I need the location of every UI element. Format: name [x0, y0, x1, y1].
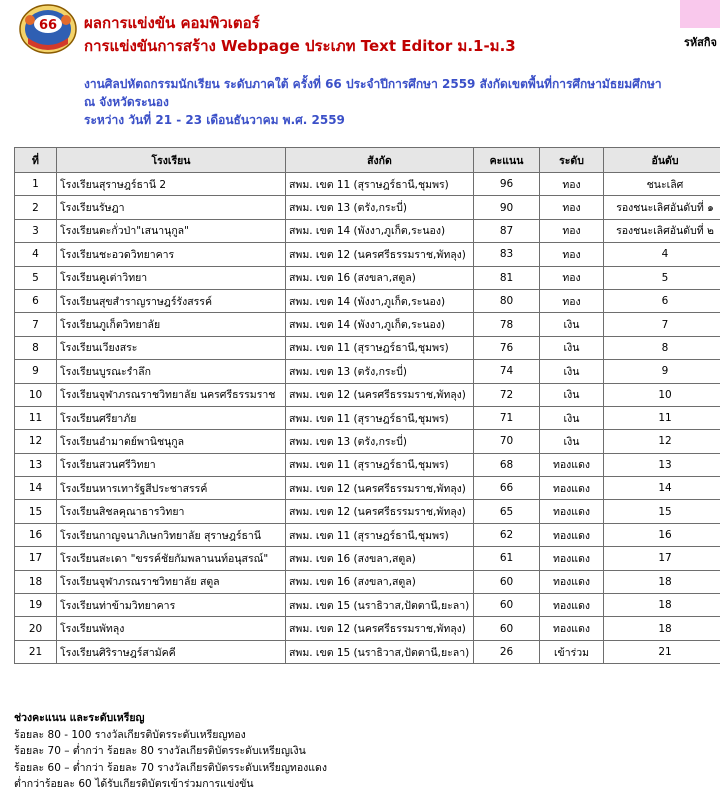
cell-school: โรงเรียนอำมาตย์พานิชนุกูล	[57, 430, 286, 453]
legend-title: ช่วงคะแนน และระดับเหรียญ	[14, 712, 145, 724]
table-row	[15, 219, 720, 242]
cell-affiliation: สพม. เขต 15 (นราธิวาส,ปัตตานี,ยะลา)	[286, 594, 474, 617]
cell-school: โรงเรียนคูเต่าวิทยา	[57, 266, 286, 289]
cell-affiliation: สพม. เขต 14 (พังงา,ภูเก็ต,ระนอง)	[286, 289, 474, 312]
cell-level: ทอง	[540, 196, 604, 219]
cell-no: 5	[15, 266, 57, 289]
table-row	[15, 383, 720, 406]
cell-affiliation: สพม. เขต 15 (นราธิวาส,ปัตตานี,ยะลา)	[286, 640, 474, 663]
cell-rank: 6	[604, 289, 720, 312]
cell-score: 90	[474, 196, 540, 219]
cell-score: 70	[474, 430, 540, 453]
cell-rank: 7	[604, 313, 720, 336]
cell-school: โรงเรียนจุฬาภรณราชวิทยาลัย สตูล	[57, 570, 286, 593]
cell-no: 20	[15, 617, 57, 640]
cell-no: 17	[15, 547, 57, 570]
table-row	[15, 617, 720, 640]
cell-rank: 9	[604, 360, 720, 383]
table-row	[15, 266, 720, 289]
cell-no: 11	[15, 406, 57, 429]
cell-affiliation: สพม. เขต 13 (ตรัง,กระบี่)	[286, 196, 474, 219]
legend-line-participation: ต่ำกว่าร้อยละ 60 ได้รับเกียรติบัตรเข้าร่วมการแข่งขัน	[14, 778, 254, 790]
cell-rank: รองชนะเลิศอันดับที่ ๒	[604, 219, 720, 242]
cell-rank: 12	[604, 430, 720, 453]
cell-affiliation: สพม. เขต 11 (สุราษฎร์ธานี,ชุมพร)	[286, 173, 474, 196]
cell-no: 18	[15, 570, 57, 593]
cell-level: ทองแดง	[540, 477, 604, 500]
col-header-affiliation: สังกัด	[286, 148, 474, 173]
cell-level: ทอง	[540, 266, 604, 289]
cell-score: 81	[474, 266, 540, 289]
cell-rank: 18	[604, 570, 720, 593]
table-row	[15, 430, 720, 453]
table-row	[15, 523, 720, 546]
event-line-2: ณ จังหวัดระนอง	[84, 95, 169, 109]
cell-affiliation: สพม. เขต 12 (นครศรีธรรมราช,พัทลุง)	[286, 243, 474, 266]
cell-level: เงิน	[540, 360, 604, 383]
cell-no: 14	[15, 477, 57, 500]
cell-level: ทองแดง	[540, 500, 604, 523]
cell-score: 83	[474, 243, 540, 266]
cell-level: เงิน	[540, 430, 604, 453]
cell-school: โรงเรียนภูเก็ตวิทยาลัย	[57, 313, 286, 336]
cell-no: 7	[15, 313, 57, 336]
cell-level: ทอง	[540, 243, 604, 266]
cell-rank: 17	[604, 547, 720, 570]
cell-affiliation: สพม. เขต 11 (สุราษฎร์ธานี,ชุมพร)	[286, 336, 474, 359]
cell-rank: รองชนะเลิศอันดับที่ ๑	[604, 196, 720, 219]
cell-affiliation: สพม. เขต 12 (นครศรีธรรมราช,พัทลุง)	[286, 477, 474, 500]
results-table	[14, 147, 720, 664]
logo-number: 66	[38, 18, 58, 33]
table-header-row	[15, 148, 720, 173]
cell-score: 60	[474, 594, 540, 617]
competition-title: การแข่งขันการสร้าง Webpage ประเภท Text Editor ม.1-ม.3	[84, 37, 516, 55]
cell-score: 87	[474, 219, 540, 242]
cell-school: โรงเรียนรัษฎา	[57, 196, 286, 219]
cell-affiliation: สพม. เขต 12 (นครศรีธรรมราช,พัทลุง)	[286, 500, 474, 523]
cell-no: 4	[15, 243, 57, 266]
cell-score: 76	[474, 336, 540, 359]
cell-school: โรงเรียนพัทลุง	[57, 617, 286, 640]
cell-school: โรงเรียนสวนศรีวิทยา	[57, 453, 286, 476]
table-row	[15, 336, 720, 359]
cell-rank: 21	[604, 640, 720, 663]
cell-level: เงิน	[540, 406, 604, 429]
cell-no: 21	[15, 640, 57, 663]
cell-affiliation: สพม. เขต 12 (นครศรีธรรมราช,พัทลุง)	[286, 383, 474, 406]
table-row	[15, 547, 720, 570]
cell-score: 96	[474, 173, 540, 196]
cell-school: โรงเรียนบูรณะรำลึก	[57, 360, 286, 383]
cell-affiliation: สพม. เขต 13 (ตรัง,กระบี่)	[286, 430, 474, 453]
cell-rank: ชนะเลิศ	[604, 173, 720, 196]
cell-school: โรงเรียนตะกั่วป่า"เสนานุกูล"	[57, 219, 286, 242]
cell-score: 68	[474, 453, 540, 476]
cell-rank: 14	[604, 477, 720, 500]
cell-affiliation: สพม. เขต 11 (สุราษฎร์ธานี,ชุมพร)	[286, 453, 474, 476]
code-label: รหัสกิจ	[684, 36, 717, 49]
table-row	[15, 477, 720, 500]
event-line-1: งานศิลปหัตถกรรมนักเรียน ระดับภาคใต้ ครั้งที่ 66 ประจำปีการศึกษา 2559 สังกัดเขตพื้นที่การศึกษามัธยมศึกษา	[84, 77, 662, 91]
event-logo	[18, 2, 78, 54]
cell-level: เข้าร่วม	[540, 640, 604, 663]
cell-score: 72	[474, 383, 540, 406]
cell-level: ทองแดง	[540, 570, 604, 593]
cell-school: โรงเรียนชะอวดวิทยาคาร	[57, 243, 286, 266]
cell-school: โรงเรียนหารเทารัฐสีประชาสรรค์	[57, 477, 286, 500]
cell-school: โรงเรียนเวียงสระ	[57, 336, 286, 359]
table-row	[15, 196, 720, 219]
cell-rank: 18	[604, 594, 720, 617]
cell-rank: 11	[604, 406, 720, 429]
cell-level: ทอง	[540, 173, 604, 196]
table-row	[15, 570, 720, 593]
cell-no: 3	[15, 219, 57, 242]
cell-score: 65	[474, 500, 540, 523]
cell-no: 12	[15, 430, 57, 453]
table-row	[15, 313, 720, 336]
cell-rank: 13	[604, 453, 720, 476]
cell-affiliation: สพม. เขต 11 (สุราษฎร์ธานี,ชุมพร)	[286, 523, 474, 546]
cell-rank: 18	[604, 617, 720, 640]
cell-school: โรงเรียนกาญจนาภิเษกวิทยาลัย สุราษฎร์ธานี	[57, 523, 286, 546]
cell-level: ทองแดง	[540, 617, 604, 640]
table-row	[15, 500, 720, 523]
table-row	[15, 594, 720, 617]
event-line-3: ระหว่าง วันที่ 21 - 23 เดือนธันวาคม พ.ศ. 2559	[84, 113, 345, 127]
cell-school: โรงเรียนท่าข้ามวิทยาคาร	[57, 594, 286, 617]
cell-school: โรงเรียนสิชลคุณาธารวิทยา	[57, 500, 286, 523]
cell-no: 6	[15, 289, 57, 312]
legend-line-bronze: ร้อยละ 60 – ต่ำกว่า ร้อยละ 70 รางวัลเกียรติบัตรระดับเหรียญทองแดง	[14, 761, 327, 774]
cell-school: โรงเรียนสะเดา "ขรรค์ชัยกัมพลานนท์อนุสรณ์"	[57, 547, 286, 570]
cell-rank: 16	[604, 523, 720, 546]
legend-line-silver: ร้อยละ 70 – ต่ำกว่า ร้อยละ 80 รางวัลเกียรติบัตรระดับเหรียญเงิน	[14, 745, 306, 757]
cell-score: 80	[474, 289, 540, 312]
col-header-score: คะแนน	[474, 148, 540, 173]
cell-affiliation: สพม. เขต 16 (สงขลา,สตูล)	[286, 570, 474, 593]
cell-no: 19	[15, 594, 57, 617]
cell-school: โรงเรียนศิริราษฎร์สามัคคี	[57, 640, 286, 663]
col-header-no: ที่	[15, 148, 57, 173]
cell-no: 15	[15, 500, 57, 523]
cell-level: ทองแดง	[540, 547, 604, 570]
col-header-level: ระดับ	[540, 148, 604, 173]
table-row	[15, 406, 720, 429]
cell-no: 9	[15, 360, 57, 383]
cell-rank: 8	[604, 336, 720, 359]
table-row	[15, 640, 720, 663]
cell-affiliation: สพม. เขต 12 (นครศรีธรรมราช,พัทลุง)	[286, 617, 474, 640]
cell-score: 66	[474, 477, 540, 500]
code-box	[680, 0, 720, 28]
cell-school: โรงเรียนศรียาภัย	[57, 406, 286, 429]
table-row	[15, 243, 720, 266]
table-row	[15, 360, 720, 383]
cell-no: 16	[15, 523, 57, 546]
cell-rank: 4	[604, 243, 720, 266]
cell-no: 13	[15, 453, 57, 476]
cell-level: ทองแดง	[540, 453, 604, 476]
cell-school: โรงเรียนสุขสำราญราษฎร์รังสรรค์	[57, 289, 286, 312]
cell-level: เงิน	[540, 336, 604, 359]
cell-score: 78	[474, 313, 540, 336]
table-row	[15, 173, 720, 196]
cell-affiliation: สพม. เขต 16 (สงขลา,สตูล)	[286, 547, 474, 570]
cell-level: ทอง	[540, 219, 604, 242]
cell-affiliation: สพม. เขต 14 (พังงา,ภูเก็ต,ระนอง)	[286, 313, 474, 336]
cell-no: 2	[15, 196, 57, 219]
cell-rank: 15	[604, 500, 720, 523]
table-row	[15, 289, 720, 312]
cell-score: 71	[474, 406, 540, 429]
cell-score: 60	[474, 617, 540, 640]
cell-affiliation: สพม. เขต 14 (พังงา,ภูเก็ต,ระนอง)	[286, 219, 474, 242]
cell-score: 61	[474, 547, 540, 570]
table-row	[15, 453, 720, 476]
cell-score: 74	[474, 360, 540, 383]
cell-school: โรงเรียนสุราษฎร์ธานี 2	[57, 173, 286, 196]
cell-no: 1	[15, 173, 57, 196]
legend-line-gold: ร้อยละ 80 - 100 รางวัลเกียรติบัตรระดับเหรียญทอง	[14, 728, 246, 741]
col-header-school: โรงเรียน	[57, 148, 286, 173]
cell-score: 62	[474, 523, 540, 546]
col-header-rank: อันดับ	[604, 148, 720, 173]
cell-no: 10	[15, 383, 57, 406]
cell-affiliation: สพม. เขต 13 (ตรัง,กระบี่)	[286, 360, 474, 383]
cell-no: 8	[15, 336, 57, 359]
cell-level: ทอง	[540, 289, 604, 312]
cell-score: 26	[474, 640, 540, 663]
cell-rank: 10	[604, 383, 720, 406]
cell-level: เงิน	[540, 313, 604, 336]
cell-level: ทองแดง	[540, 523, 604, 546]
page-title: ผลการแข่งขัน คอมพิวเตอร์	[84, 14, 260, 32]
cell-rank: 5	[604, 266, 720, 289]
cell-score: 60	[474, 570, 540, 593]
cell-affiliation: สพม. เขต 11 (สุราษฎร์ธานี,ชุมพร)	[286, 406, 474, 429]
score-legend	[14, 710, 327, 793]
cell-school: โรงเรียนจุฬาภรณราชวิทยาลัย นครศรีธรรมราช	[57, 383, 286, 406]
cell-level: เงิน	[540, 383, 604, 406]
cell-level: ทองแดง	[540, 594, 604, 617]
cell-affiliation: สพม. เขต 16 (สงขลา,สตูล)	[286, 266, 474, 289]
